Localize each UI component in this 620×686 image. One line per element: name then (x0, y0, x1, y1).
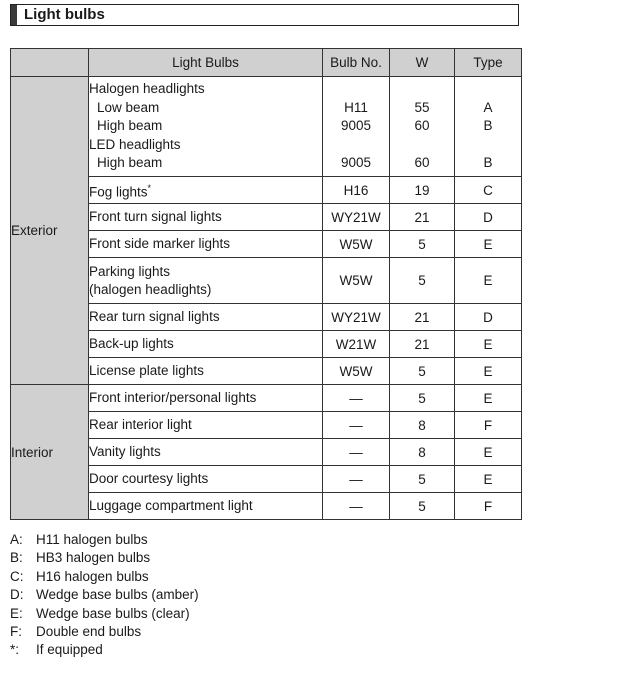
legend-item (10, 605, 199, 623)
backup-label: Back-up lights (89, 331, 323, 358)
bulb-low-beam: H11 (344, 99, 368, 115)
legend-text: H11 halogen bulbs (36, 532, 148, 547)
rear-interior-label: Rear interior light (89, 412, 323, 439)
license-w: 5 (390, 358, 455, 385)
front-interior-label: Front interior/personal lights (89, 385, 323, 412)
legend-item (10, 531, 199, 549)
headlights-watt-cell (390, 77, 455, 177)
header-type: Type (455, 49, 522, 77)
legend-text: Wedge base bulbs (amber) (36, 587, 199, 603)
legend-key: B: (10, 550, 23, 566)
w-high-beam: 60 (414, 118, 430, 134)
parking-w: 5 (390, 258, 455, 304)
high-beam-halogen-label: High beam (97, 118, 163, 134)
front-interior-bulb: — (323, 385, 390, 412)
rear-interior-bulb: — (323, 412, 390, 439)
luggage-bulb: — (323, 493, 390, 520)
parking-label-line1: Parking lights (89, 263, 171, 279)
legend-item (10, 623, 199, 641)
legend-key: *: (10, 642, 20, 658)
header-watts: W (390, 49, 455, 77)
door-courtesy-w: 5 (390, 466, 455, 493)
parking-bulb: W5W (323, 258, 390, 304)
legend-text: H16 halogen bulbs (36, 568, 149, 584)
type-legend (10, 531, 199, 660)
bulb-led-high-beam: 9005 (340, 155, 372, 171)
front-side-marker-w: 5 (390, 231, 455, 258)
legend-item (10, 549, 199, 567)
front-interior-type: E (455, 385, 522, 412)
table-row (11, 385, 522, 412)
high-beam-led-label: High beam (97, 155, 163, 171)
license-label: License plate lights (89, 358, 323, 385)
legend-key: F: (10, 623, 22, 639)
light-bulbs-table (10, 48, 522, 520)
halogen-headlights-heading: Halogen headlights (89, 81, 205, 97)
front-turn-bulb: WY21W (323, 204, 390, 231)
led-headlights-heading: LED headlights (89, 136, 181, 152)
license-bulb: W5W (323, 358, 390, 385)
group-interior: Interior (11, 385, 89, 520)
fog-type: C (455, 177, 522, 204)
equipped-asterisk: * (147, 182, 152, 193)
front-interior-w: 5 (390, 385, 455, 412)
type-high-beam: B (483, 118, 493, 134)
type-low-beam: A (483, 99, 493, 115)
header-bulb-no: Bulb No. (323, 49, 390, 77)
w-led-high-beam: 60 (414, 155, 430, 171)
rear-turn-bulb: WY21W (323, 304, 390, 331)
vanity-w: 8 (390, 439, 455, 466)
legend-key: C: (10, 568, 24, 584)
parking-label-line2: (halogen headlights) (89, 281, 212, 297)
legend-text: HB3 halogen bulbs (36, 550, 151, 566)
vanity-label: Vanity lights (89, 439, 323, 466)
legend-text: If equipped (36, 642, 103, 658)
rear-interior-w: 8 (390, 412, 455, 439)
luggage-w: 5 (390, 493, 455, 520)
backup-type: E (455, 331, 522, 358)
rear-interior-type: F (455, 412, 522, 439)
legend-text: Double end bulbs (36, 623, 142, 639)
headlights-cell (89, 77, 323, 177)
headlights-bulb-cell (323, 77, 390, 177)
fog-w: 19 (390, 177, 455, 204)
section-title-box (10, 4, 519, 26)
legend-item (10, 641, 199, 659)
vanity-type: E (455, 439, 522, 466)
headlights-type-cell (455, 77, 522, 177)
legend-item (10, 568, 199, 586)
legend-key: E: (10, 605, 23, 621)
legend-text: Wedge base bulbs (clear) (36, 605, 190, 621)
front-side-marker-type: E (455, 231, 522, 258)
legend-key: A: (10, 532, 23, 547)
front-turn-w: 21 (390, 204, 455, 231)
license-type: E (455, 358, 522, 385)
front-turn-label: Front turn signal lights (89, 204, 323, 231)
parking-type: E (455, 258, 522, 304)
type-led-high-beam: B (483, 155, 493, 171)
section-title: Light bulbs (24, 6, 105, 23)
backup-w: 21 (390, 331, 455, 358)
front-side-marker-label: Front side marker lights (89, 231, 323, 258)
vanity-bulb: — (323, 439, 390, 466)
title-accent-bar (11, 5, 17, 25)
door-courtesy-type: E (455, 466, 522, 493)
group-exterior: Exterior (11, 77, 89, 385)
fog-bulb: H16 (323, 177, 390, 204)
front-side-marker-bulb: W5W (323, 231, 390, 258)
low-beam-label: Low beam (97, 99, 160, 115)
rear-turn-w: 21 (390, 304, 455, 331)
luggage-type: F (455, 493, 522, 520)
front-turn-type: D (455, 204, 522, 231)
rear-turn-type: D (455, 304, 522, 331)
header-light-bulbs: Light Bulbs (89, 49, 323, 77)
bulb-high-beam: 9005 (340, 118, 372, 134)
luggage-label: Luggage compartment light (89, 493, 323, 520)
table-row (11, 77, 522, 177)
backup-bulb: W21W (323, 331, 390, 358)
header-blank-cell (11, 49, 89, 77)
legend-key: D: (10, 587, 24, 603)
door-courtesy-label: Door courtesy lights (89, 466, 323, 493)
table-header-row (11, 49, 522, 77)
legend-item (10, 586, 199, 604)
fog-lights-label: Fog lights* (89, 177, 323, 204)
rear-turn-label: Rear turn signal lights (89, 304, 323, 331)
parking-label (89, 258, 323, 304)
door-courtesy-bulb: — (323, 466, 390, 493)
w-low-beam: 55 (414, 99, 430, 115)
